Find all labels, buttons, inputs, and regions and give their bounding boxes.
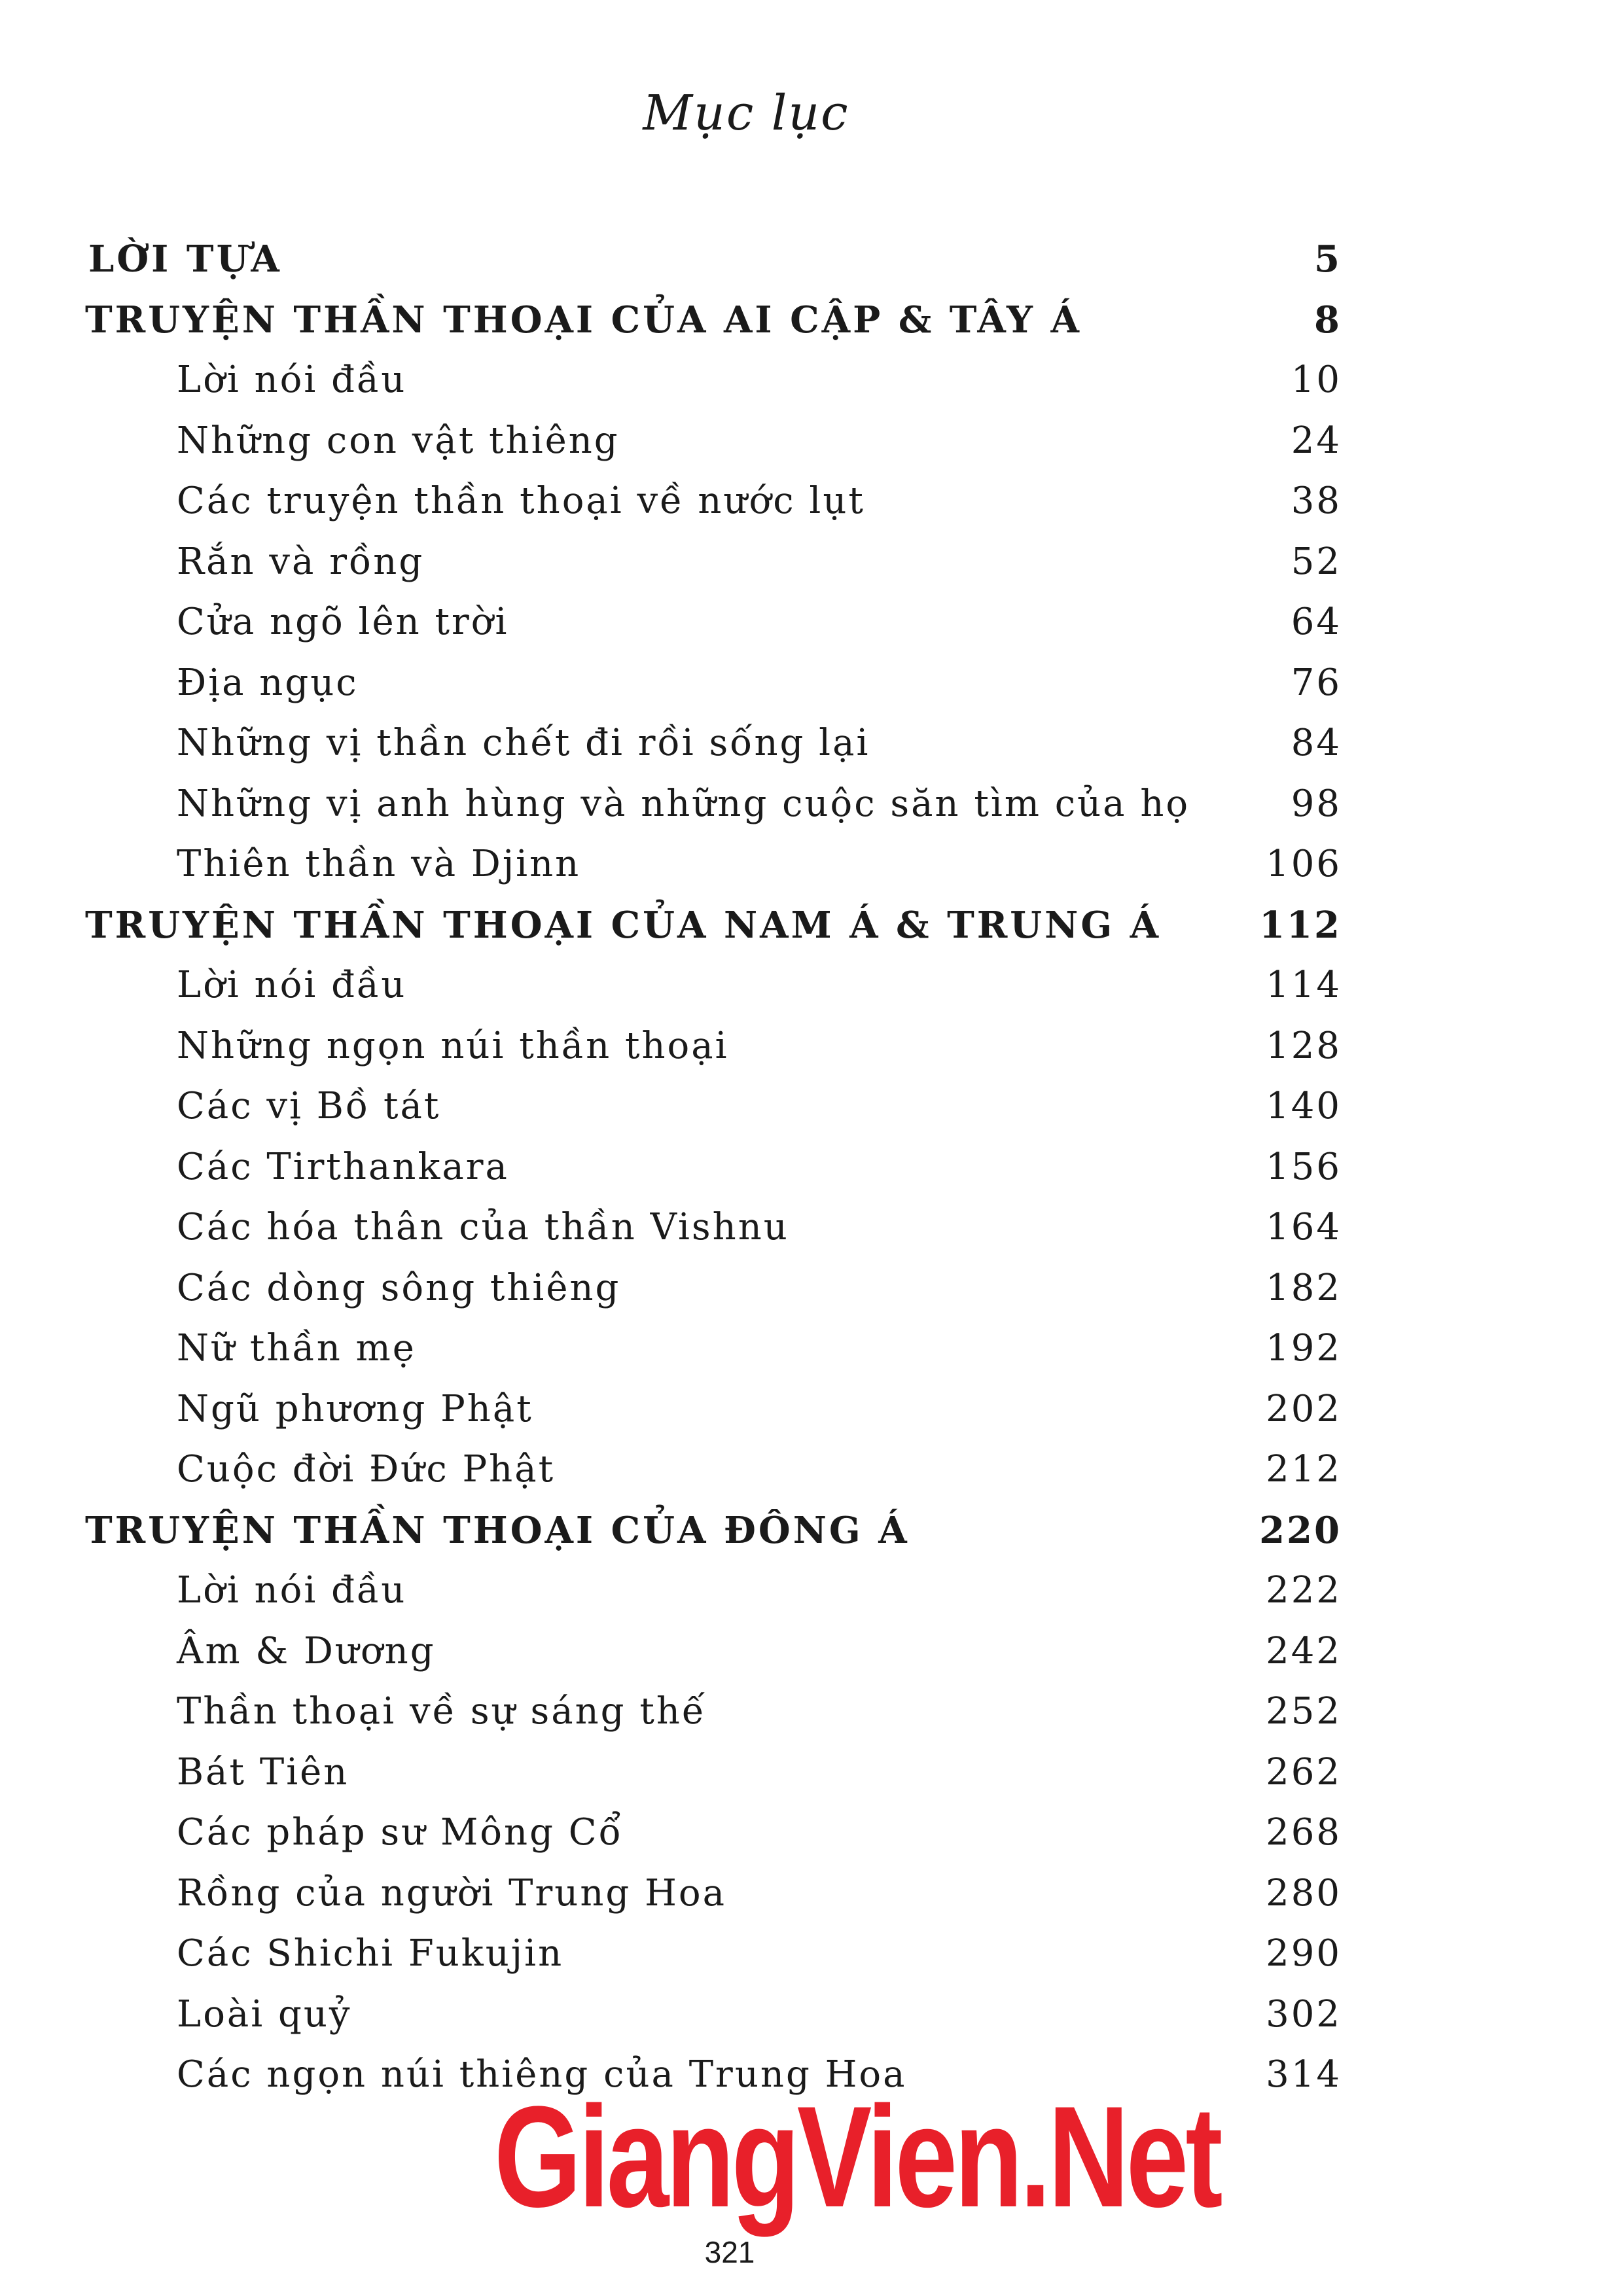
toc-entry-page: 252: [1266, 1690, 1342, 1733]
toc-entry-page: 24: [1291, 419, 1342, 462]
toc-entry-page: 52: [1291, 540, 1342, 583]
toc-entry-label: Bát Tiên: [177, 1750, 349, 1793]
page-number: 321: [704, 2235, 755, 2269]
toc-entry-page: 5: [1314, 238, 1342, 281]
toc-item-row: [0, 1803, 1623, 1863]
toc-entry-page: 112: [1259, 903, 1342, 947]
toc-entry-page: 290: [1266, 1932, 1342, 1975]
toc-item-row: [0, 1137, 1623, 1197]
toc-section-row: [0, 1500, 1623, 1561]
toc-entry-label: Địa ngục: [177, 661, 359, 704]
toc-entry-label: TRUYỆN THẦN THOẠI CỦA NAM Á & TRUNG Á: [85, 903, 1162, 947]
toc-entry-label: Thần thoại về sự sáng thế: [177, 1690, 707, 1733]
toc-entry-page: 84: [1291, 722, 1342, 764]
toc-entry-label: Những ngọn núi thần thoại: [177, 1024, 729, 1067]
toc-entry-label: Lời nói đầu: [177, 964, 407, 1006]
toc-item-row: [0, 532, 1623, 592]
toc-item-row: [0, 592, 1623, 652]
toc-entry-page: 156: [1266, 1145, 1342, 1188]
toc-entry-page: 280: [1266, 1871, 1342, 1915]
toc-entry-page: 302: [1266, 1992, 1342, 2036]
toc-item-row: [0, 1682, 1623, 1742]
toc-entry-label: LỜI TỰA: [88, 238, 282, 281]
toc-entry-page: 262: [1266, 1750, 1342, 1793]
toc-item-row: [0, 713, 1623, 773]
toc-entry-label: Các hóa thân của thần Vishnu: [177, 1206, 789, 1248]
toc-item-row: [0, 653, 1623, 713]
toc-item-row: [0, 1863, 1623, 1924]
toc-entry-label: Ngũ phương Phật: [177, 1387, 533, 1430]
toc-entry-page: 242: [1266, 1629, 1342, 1672]
toc-item-row: [0, 1318, 1623, 1379]
toc-item-row: [0, 955, 1623, 1016]
toc-entry-label: TRUYỆN THẦN THOẠI CỦA AI CẬP & TÂY Á: [85, 298, 1082, 342]
toc-entry-page: 106: [1266, 843, 1342, 885]
toc-entry-page: 220: [1259, 1508, 1342, 1552]
toc-entry-label: Những vị thần chết đi rồi sống lại: [177, 722, 870, 764]
toc-item-row: [0, 1742, 1623, 1803]
toc-entry-label: Nữ thần mẹ: [177, 1327, 416, 1369]
toc-item-row: [0, 1621, 1623, 1682]
toc-item-row: [0, 1379, 1623, 1439]
toc-entry-label: Âm & Dương: [177, 1629, 436, 1672]
toc-entry-label: Lời nói đầu: [177, 359, 407, 401]
toc-item-row: [0, 1076, 1623, 1137]
toc-entry-label: Các Shichi Fukujin: [177, 1932, 564, 1975]
toc-entry-label: Lời nói đầu: [177, 1569, 407, 1612]
toc-item-row: [0, 411, 1623, 471]
toc-item-row: [0, 1439, 1623, 1500]
toc-item-row: [0, 1197, 1623, 1258]
toc-entry-page: 202: [1266, 1387, 1342, 1430]
toc-item-row: [0, 774, 1623, 834]
toc-entry-label: Các dòng sông thiêng: [177, 1266, 621, 1309]
toc-entry-page: 10: [1291, 359, 1342, 401]
toc-entry-label: Những con vật thiêng: [177, 419, 620, 462]
toc-section-row: [0, 229, 1623, 289]
toc-entry-page: 114: [1266, 964, 1342, 1006]
toc-entry-label: TRUYỆN THẦN THOẠI CỦA ĐÔNG Á: [85, 1508, 910, 1552]
toc-entry-label: Thiên thần và Djinn: [177, 843, 581, 885]
toc-item-row: [0, 1924, 1623, 1984]
toc-entry-page: 128: [1266, 1024, 1342, 1067]
toc-entry-page: 222: [1266, 1569, 1342, 1612]
toc-entry-page: 182: [1266, 1266, 1342, 1309]
toc-entry-label: Cuộc đời Đức Phật: [177, 1448, 556, 1491]
toc-item-row: [0, 1561, 1623, 1621]
toc-entry-page: 268: [1266, 1811, 1342, 1854]
toc-entry-page: 192: [1266, 1327, 1342, 1369]
page-title: Mục lục: [643, 85, 849, 141]
toc-item-row: [0, 1258, 1623, 1318]
toc-entry-label: Các ngọn núi thiêng của Trung Hoa: [177, 2053, 907, 2096]
toc-entry-page: 8: [1314, 298, 1342, 342]
toc-entry-label: Các vị Bồ tát: [177, 1085, 441, 1127]
toc-entry-label: Cửa ngõ lên trời: [177, 601, 509, 643]
toc-item-row: [0, 471, 1623, 531]
toc-entry-label: Loài quỷ: [177, 1992, 352, 2036]
toc-entry-page: 164: [1266, 1206, 1342, 1248]
toc-item-row: [0, 1985, 1623, 2045]
toc-entry-page: 98: [1291, 782, 1342, 825]
toc-entry-page: 212: [1266, 1448, 1342, 1491]
toc-section-row: [0, 895, 1623, 955]
toc-entry-label: Rắn và rồng: [177, 540, 425, 583]
toc-entry-label: Các truyện thần thoại về nước lụt: [177, 480, 865, 522]
toc-entry-page: 76: [1291, 661, 1342, 704]
toc-entry-label: Những vị anh hùng và những cuộc săn tìm của họ: [177, 782, 1190, 825]
watermark-logo: GiangVien.Net: [494, 2076, 1220, 2237]
toc-item-row: [0, 350, 1623, 410]
toc-section-row: [0, 290, 1623, 350]
toc-entry-page: 64: [1291, 601, 1342, 643]
toc-entry-label: Các pháp sư Mông Cổ: [177, 1811, 623, 1854]
toc-entry-label: Các Tirthankara: [177, 1145, 509, 1188]
toc-item-row: [0, 834, 1623, 894]
toc-entry-page: 314: [1266, 2053, 1342, 2096]
toc-entry-page: 140: [1266, 1085, 1342, 1127]
toc-entry-label: Rồng của người Trung Hoa: [177, 1871, 727, 1915]
toc-item-row: [0, 1016, 1623, 1076]
toc-entry-page: 38: [1291, 480, 1342, 522]
